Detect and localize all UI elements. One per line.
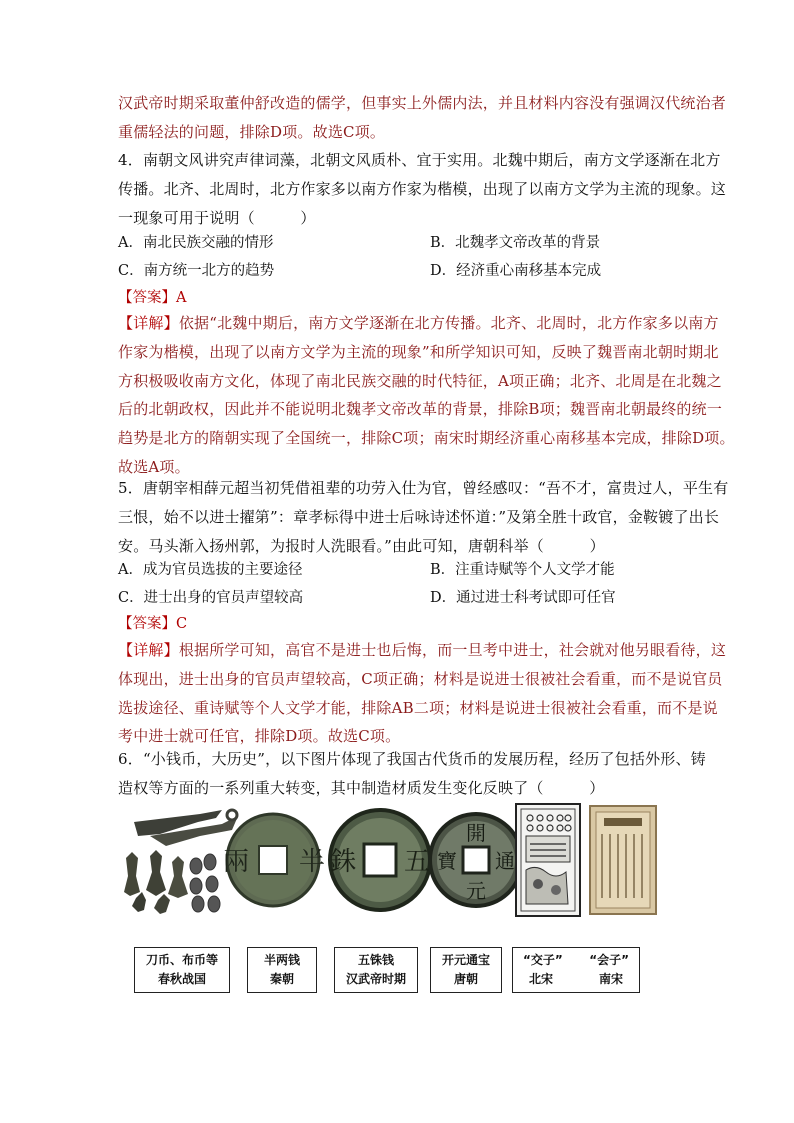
text-line: 后的北朝政权，因此并不能说明北魏孝文帝改革的背景，排除B项；魏晋南北朝最终的统一 xyxy=(118,400,723,419)
q6-stem xyxy=(118,745,706,803)
coin-char: 銖 xyxy=(329,847,357,877)
caption-era: 北宋 xyxy=(529,972,554,986)
banliang-coin-image xyxy=(223,814,325,906)
caption-kaiyuan xyxy=(430,947,502,993)
text-line xyxy=(118,636,727,665)
text-line: 选拔途径、重诗赋等个人文学才能，排除AB二项；材料是说进士很被社会看重，而不是说 xyxy=(118,698,718,717)
text-line: 作家为楷模，出现了以南方文学为主流的现象”和所学知识可知，反映了魏晋南北朝时期北 xyxy=(118,342,719,361)
caption-era: 汉武帝时期 xyxy=(345,972,406,986)
text-line: 一现象可用于说明（ ） xyxy=(118,208,316,227)
knife-spade-coins-image xyxy=(124,810,238,914)
coin-char: 寶 xyxy=(437,849,457,873)
kaiyuan-coin-image xyxy=(430,814,522,906)
text-line: 安。马头渐入扬州郭，为报时人洗眼看。”由此可知，唐朝科举（ ） xyxy=(118,536,605,555)
jiaozi-paper-note-image xyxy=(516,804,580,916)
answer-value: A xyxy=(176,290,187,306)
text-line: 5．唐朝宰相薛元超当初凭借祖辈的功劳入仕为官，曾经感叹：“吾不才，富贵过人，平生有 xyxy=(118,479,729,497)
text-line: 6．“小钱币，大历史”，以下图片体现了我国古代货币的发展历程，经历了包括外形、铸 xyxy=(118,750,706,768)
huizi-paper-note-image xyxy=(590,806,656,914)
q5-explanation xyxy=(118,636,727,751)
q4-explanation xyxy=(118,309,735,482)
text-line: 造权等方面的一系列重大转变，其中制造材质发生变化反映了（ ） xyxy=(118,778,605,797)
text-line: 4．南朝文风讲究声律词藻，北朝文风质朴、宜于实用。北魏中期后，南方文学逐渐在北方 xyxy=(118,151,721,169)
text-line: 重儒轻法的问题，排除D项。故选C项。 xyxy=(118,122,386,141)
q5-stem xyxy=(118,474,729,560)
q5-option-a: A．成为官员选拔的主要途径 xyxy=(118,562,303,578)
caption-name: 五铢钱 xyxy=(357,953,394,967)
caption-eras-row xyxy=(513,970,639,989)
answer-value: C xyxy=(176,616,188,632)
coin-char: 元 xyxy=(466,879,486,903)
text-line: 考中进士就可任官，排除D项。故选C项。 xyxy=(118,727,401,746)
q4-stem xyxy=(118,146,727,232)
caption-name: 开元通宝 xyxy=(441,953,490,967)
coin-char: 半 xyxy=(298,847,326,877)
q4-option-a: A．南北民族交融的情形 xyxy=(118,235,274,251)
q4-option-c: C．南方统一北方的趋势 xyxy=(118,263,275,279)
coin-char: 通 xyxy=(495,849,515,873)
q4-option-d: D．经济重心南移基本完成 xyxy=(430,263,602,279)
caption-era: 秦朝 xyxy=(269,972,294,986)
answer-tag: 【答案】 xyxy=(118,616,176,632)
q5-option-d: D．通过进士科考试即可任官 xyxy=(430,590,616,606)
currency-illustrations xyxy=(0,800,794,930)
caption-name: 半两钱 xyxy=(263,953,300,967)
caption-name: “交子” xyxy=(523,953,563,967)
caption-wuzhu xyxy=(334,947,418,993)
text-line: 三恨，始不以进士擢第”：章孝标得中进士后咏诗述怀道：”及第全胜十政官，金鞍镀了出长 xyxy=(118,507,720,526)
caption-banliang xyxy=(247,947,317,993)
caption-era: 南宋 xyxy=(598,972,623,986)
caption-jiaozi-huizi xyxy=(512,947,640,993)
q4-answer xyxy=(118,286,186,307)
caption-name: 刀币、布币等 xyxy=(145,953,218,967)
text-line: 传播。北齐、北周时，北方作家多以南方作家为楷模，出现了以南方文学为主流的现象。这 xyxy=(118,179,727,198)
explain-tag: 【详解】 xyxy=(118,641,179,659)
caption-era: 春秋战国 xyxy=(157,972,206,986)
q4-option-b: B．北魏孝文帝改革的背景 xyxy=(430,235,601,251)
coin-char: 開 xyxy=(466,821,486,845)
caption-name: “会子” xyxy=(589,953,629,967)
prev-explanation-tail xyxy=(118,89,727,147)
q5-option-b: B．注重诗赋等个人文学才能 xyxy=(430,562,615,578)
wuzhu-coin-image xyxy=(330,810,430,910)
q5-answer xyxy=(118,612,187,633)
coin-char: 五 xyxy=(403,847,431,877)
explain-text: 依据“北魏中期后，南方文学逐渐在北方传播。北齐、北周时，北方作家多以南方 xyxy=(178,314,719,332)
coin-char: 兩 xyxy=(222,847,250,877)
caption-era: 唐朝 xyxy=(453,972,478,986)
text-line xyxy=(118,309,719,338)
caption-names-row xyxy=(513,951,639,970)
text-line: 汉武帝时期采取董仲舒改造的儒学，但事实上外儒内法，并且材料内容没有强调汉代统治者 xyxy=(118,94,727,112)
text-line: 方积极吸收南方文化，体现了南北民族交融的时代特征，A项正确；北齐、北周是在北魏之 xyxy=(118,371,722,390)
explain-tag: 【详解】 xyxy=(118,314,179,332)
text-line: 趋势是北方的隋朝实现了全国统一，排除C项；南宋时期经济重心南移基本完成，排除D项。 xyxy=(118,429,735,448)
q5-option-c: C．进士出身的官员声望较高 xyxy=(118,590,304,606)
explain-text: 根据所学可知，高官不是进士也后悔，而一旦考中进士，社会就对他另眼看待，这 xyxy=(178,641,727,659)
text-line: 故选A项。 xyxy=(118,457,190,476)
caption-knife-spade xyxy=(134,947,230,993)
answer-tag: 【答案】 xyxy=(118,290,176,306)
text-line: 体现出，进士出身的官员声望较高，C项正确；材料是说进士很被社会看重，而不是说官员 xyxy=(118,669,723,688)
